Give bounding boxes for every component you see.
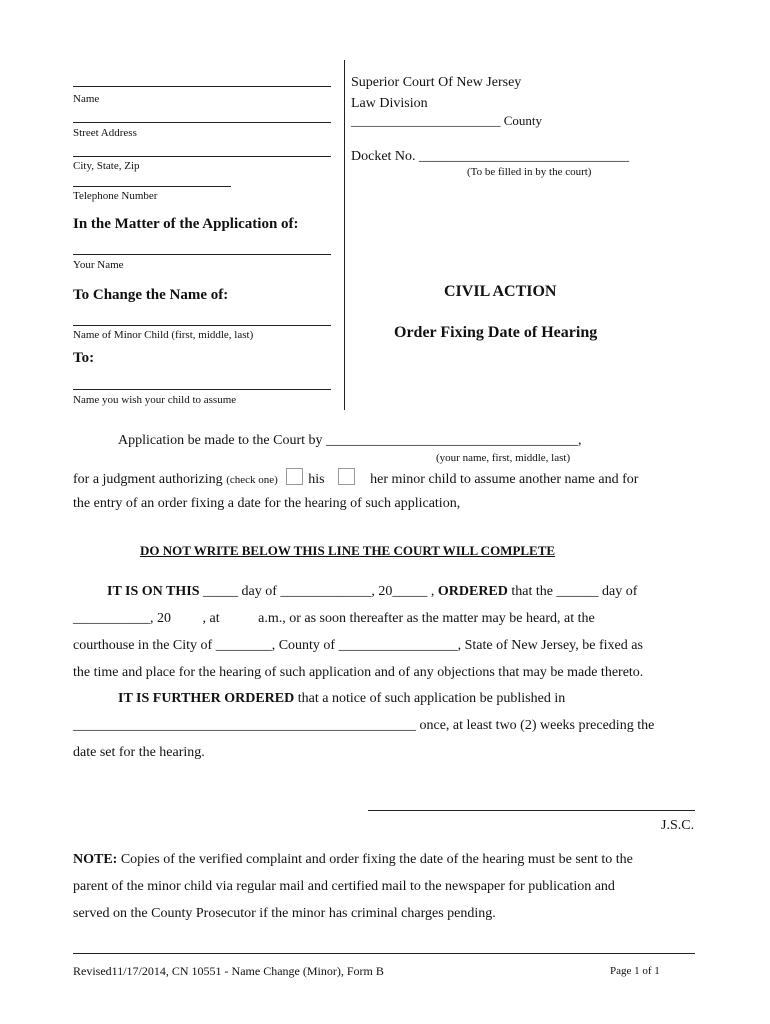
note-line3: served on the County Prosecutor if the minor has criminal charges pending. <box>73 906 496 921</box>
county-label: County <box>503 113 543 128</box>
further-ordered: IT IS FURTHER ORDERED <box>118 691 295 706</box>
docket-label: Docket No. <box>351 149 416 164</box>
city-line[interactable] <box>73 156 331 157</box>
check-one: (check one) <box>226 474 278 486</box>
footer-page: Page 1 of 1 <box>610 965 660 977</box>
application-line <box>118 432 582 450</box>
minor-label: Name of Minor Child (first, middle, last) <box>73 329 254 341</box>
assume-line[interactable] <box>73 389 331 390</box>
phone-line[interactable] <box>73 186 231 187</box>
order-line2[interactable]: ___________, 20 , at a.m., or as soon thereafter as the matter may be heard, at the <box>73 611 595 626</box>
it-is-on-this: IT IS ON THIS <box>107 584 200 599</box>
application-prefix: Application be made to the Court by <box>118 433 323 448</box>
judgment-line <box>73 468 638 489</box>
note-line2: parent of the minor child via regular mail and certified mail to the newspaper for publication and <box>73 879 615 894</box>
county-blank[interactable]: _______________________ <box>351 113 501 128</box>
footer-rule <box>73 953 695 954</box>
note-line1 <box>73 851 633 869</box>
ordered-label: ORDERED <box>437 584 508 599</box>
assume-label: Name you wish your child to assume <box>73 394 237 406</box>
further-text: that a notice of such application be published in <box>297 691 566 706</box>
caption-divider <box>344 60 345 410</box>
divider-heading: DO NOT WRITE BELOW THIS LINE THE COURT WILL COMPLETE <box>140 543 556 558</box>
minor-line[interactable] <box>73 325 331 326</box>
order-line1 <box>107 583 637 601</box>
civil-action-title: CIVIL ACTION <box>444 283 557 300</box>
his-label: his <box>308 472 325 487</box>
court-line1: Superior Court Of New Jersey <box>351 75 522 90</box>
order-line1-b[interactable]: that the ______ day of <box>511 584 638 599</box>
phone-label: Telephone Number <box>73 190 158 202</box>
order-line1-a[interactable]: _____ day of _____________, 20_____ , <box>202 584 435 599</box>
street-label: Street Address <box>73 127 137 139</box>
to-heading: To: <box>73 350 95 366</box>
docket-blank[interactable]: ______________________________ <box>419 149 630 164</box>
city-label: City, State, Zip <box>73 160 140 172</box>
street-line[interactable] <box>73 122 331 123</box>
docket-row <box>351 148 629 166</box>
order-title: Order Fixing Date of Hearing <box>394 324 598 341</box>
her-checkbox[interactable] <box>338 468 355 485</box>
docket-note: (To be filled in by the court) <box>467 166 592 178</box>
entry-line: the entry of an order fixing a date for the hearing of such application, <box>73 496 461 511</box>
county-row <box>351 113 542 129</box>
change-heading: To Change the Name of: <box>73 287 229 303</box>
further-line <box>118 690 565 708</box>
matter-heading: In the Matter of the Application of: <box>73 216 299 232</box>
your-name-label: Your Name <box>73 259 124 271</box>
judge-signature-line[interactable] <box>368 810 695 811</box>
jsc-label: J.S.C. <box>661 818 695 833</box>
order-line3[interactable]: courthouse in the City of ________, County of _________________, State of New Jersey, be fixed as <box>73 638 643 653</box>
name-line[interactable] <box>73 86 331 87</box>
order-line4: the time and place for the hearing of such application and of any objections that may be made thereto. <box>73 665 644 680</box>
your-name-note: (your name, first, middle, last) <box>436 452 571 464</box>
application-blank[interactable]: ____________________________________, <box>326 433 582 448</box>
court-line2: Law Division <box>351 96 428 111</box>
publish-line[interactable]: _________________________________________________ once, at least two (2) weeks preceding the <box>73 718 655 733</box>
judgment-prefix: for a judgment authorizing <box>73 472 223 487</box>
name-label: Name <box>73 93 100 105</box>
note-text1: Copies of the verified complaint and order fixing the date of the hearing must be sent to the <box>120 852 633 867</box>
her-label: her minor child to assume another name and for <box>370 472 639 487</box>
footer-revision: Revised11/17/2014, CN 10551 - Name Change (Minor), Form B <box>73 964 384 978</box>
your-name-line[interactable] <box>73 254 331 255</box>
his-checkbox[interactable] <box>286 468 303 485</box>
date-line: date set for the hearing. <box>73 745 205 760</box>
note-label: NOTE: <box>73 852 118 867</box>
